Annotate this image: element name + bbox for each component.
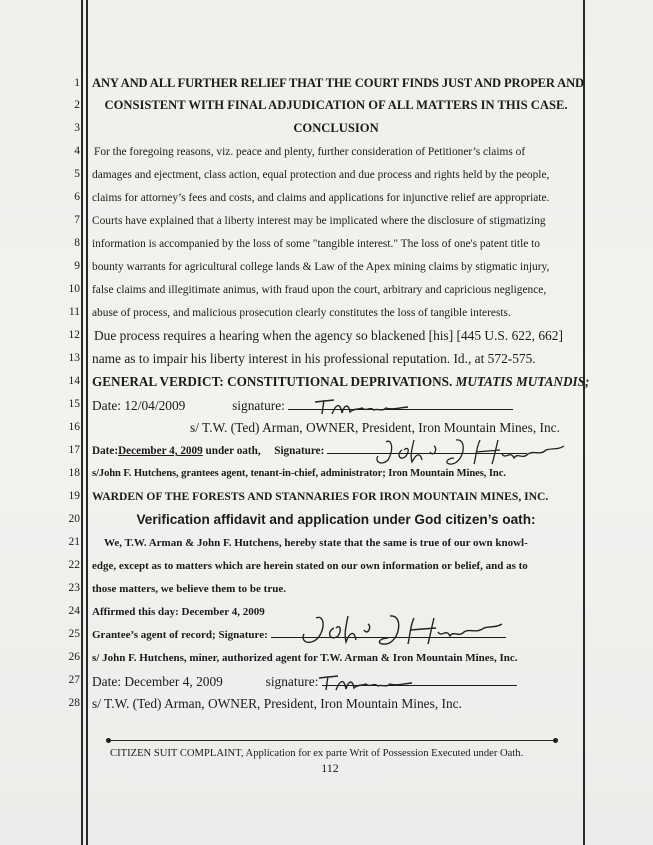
left-rule-inner (86, 0, 88, 845)
general-verdict-line (92, 374, 589, 390)
hutchens-handwritten-signature (368, 436, 568, 466)
line-number: 6 (74, 191, 80, 203)
line-number: 13 (68, 352, 80, 364)
conclusion-heading: CONCLUSION (293, 121, 379, 135)
line-number: 9 (74, 260, 80, 272)
line-number: 8 (74, 237, 80, 249)
right-rule (583, 0, 585, 845)
body-line-10: false claims and illegitimate animus, with fraud upon the court, arbitrary and capricious negligence, (92, 284, 547, 296)
affidavit-line-23: those matters, we believe them to be true. (92, 583, 286, 595)
line-number: 28 (68, 697, 80, 709)
affidavit-line-22: edge, except as to matters which are herein stated on our own information or belief, and as to (92, 560, 528, 572)
hutchens-handwritten-signature-2 (294, 612, 504, 646)
body-line-12: Due process requires a hearing when the agency so blackened [his] [445 U.S. 622, 662] (94, 328, 563, 343)
signature-label: signature: (232, 398, 285, 413)
date-text: Date: December 4, 2009 (92, 674, 223, 689)
date-value: December 4, 2009 (118, 445, 203, 457)
relief-heading-line-1: ANY AND ALL FURTHER RELIEF THAT THE COURT FINDS JUST AND PROPER AND (92, 76, 584, 90)
body-line-11: abuse of process, and malicious prosecution clearly constitutes the loss of tangible interests. (92, 307, 511, 319)
line-number: 5 (74, 168, 80, 180)
body-line-9: bounty warrants for agricultural college lands & Law of the Apex mining claims by stigmatic injury, (92, 261, 550, 273)
hutchens-signature-block-1: s/John F. Hutchens, grantees agent, tenant-in-chief, administrator; Iron Mountain Mines, Inc. (92, 468, 506, 479)
line-number: 10 (68, 283, 80, 295)
line-number: 2 (74, 99, 80, 111)
line-number: 27 (68, 674, 80, 686)
line-number: 7 (74, 214, 80, 226)
line-number: 18 (68, 467, 80, 479)
arman-signature-block-2: s/ T.W. (Ted) Arman, OWNER, President, Iron Mountain Mines, Inc. (92, 696, 462, 711)
body-line-7: Courts have explained that a liberty interest may be implicated where the disclosure of stigmatizing (92, 215, 546, 227)
signature-label: signature: (265, 674, 319, 689)
footer-bullet-right (553, 738, 558, 743)
line-number: 1 (74, 77, 80, 89)
warden-line: WARDEN OF THE FORESTS AND STANNARIES FOR IRON MOUNTAIN MINES, INC. (92, 490, 549, 503)
line-number: 3 (74, 122, 80, 134)
line-number: 26 (68, 651, 80, 663)
footer-rule (108, 740, 556, 741)
date-label: Date: (92, 445, 119, 457)
affirmed-line: Affirmed this day: December 4, 2009 (92, 606, 265, 618)
line-number: 20 (68, 513, 80, 525)
line-number: 16 (68, 421, 80, 433)
line-number: 23 (68, 582, 80, 594)
mutatis-mutandis-text: MUTATIS MUTANDIS; (455, 374, 590, 389)
line-number: 22 (68, 559, 80, 571)
arman-signature-block-1: s/ T.W. (Ted) Arman, OWNER, President, Iron Mountain Mines, Inc. (190, 420, 560, 435)
signature-label: Signature: (274, 445, 325, 457)
body-line-5: damages and ejectment, class action, equal protection and due process and rights held by the people, (92, 169, 550, 181)
arman-handwritten-signature (312, 396, 412, 418)
line-number: 19 (68, 490, 80, 502)
date-signature-line-27 (92, 673, 517, 690)
date-text: Date: 12/04/2009 (92, 398, 186, 413)
grantee-signature-label: Grantee’s agent of record; Signature: (92, 629, 268, 641)
date-signature-line-15 (92, 397, 513, 414)
page-number: 112 (321, 761, 339, 775)
body-line-13: name as to impair his liberty interest in his professional reputation. Id., at 572-575. (92, 351, 536, 366)
footer-caption: CITIZEN SUIT COMPLAINT, Application for ex parte Writ of Possession Executed under Oath. (110, 748, 524, 759)
line-number: 15 (68, 398, 80, 410)
line-number: 11 (68, 306, 80, 318)
left-rule-outer (81, 0, 83, 845)
line-number: 24 (68, 605, 80, 617)
body-line-8: information is accompanied by the loss of some "tangible interest." The loss of one's patent title to (92, 238, 541, 250)
body-line-4: For the foregoing reasons, viz. peace and plenty, further consideration of Petitioner’s claims of (94, 146, 526, 158)
line-number: 21 (68, 536, 80, 548)
under-oath-text: under oath, (205, 445, 261, 457)
arman-handwritten-signature-2 (316, 672, 416, 694)
footer-bullet-left (106, 738, 111, 743)
line-number: 17 (68, 444, 80, 456)
line-number: 4 (74, 145, 80, 157)
line-number: 14 (68, 375, 80, 387)
affidavit-line-21: We, T.W. Arman & John F. Hutchens, hereby state that the same is true of our own knowl- (104, 537, 528, 549)
body-line-6: claims for attorney’s fees and costs, and claims and applications for injunctive relief are appropriate. (92, 192, 550, 204)
line-number: 25 (68, 628, 80, 640)
general-verdict-text: GENERAL VERDICT: CONSTITUTIONAL DEPRIVATIONS. (92, 374, 453, 389)
hutchens-signature-block-2: s/ John F. Hutchens, miner, authorized agent for T.W. Arman & Iron Mountain Mines, Inc. (92, 652, 518, 664)
verification-heading: Verification affidavit and application under God citizen’s oath: (136, 512, 536, 527)
line-number: 12 (68, 329, 80, 341)
relief-heading-line-2: CONSISTENT WITH FINAL ADJUDICATION OF ALL MATTERS IN THIS CASE. (104, 98, 568, 112)
